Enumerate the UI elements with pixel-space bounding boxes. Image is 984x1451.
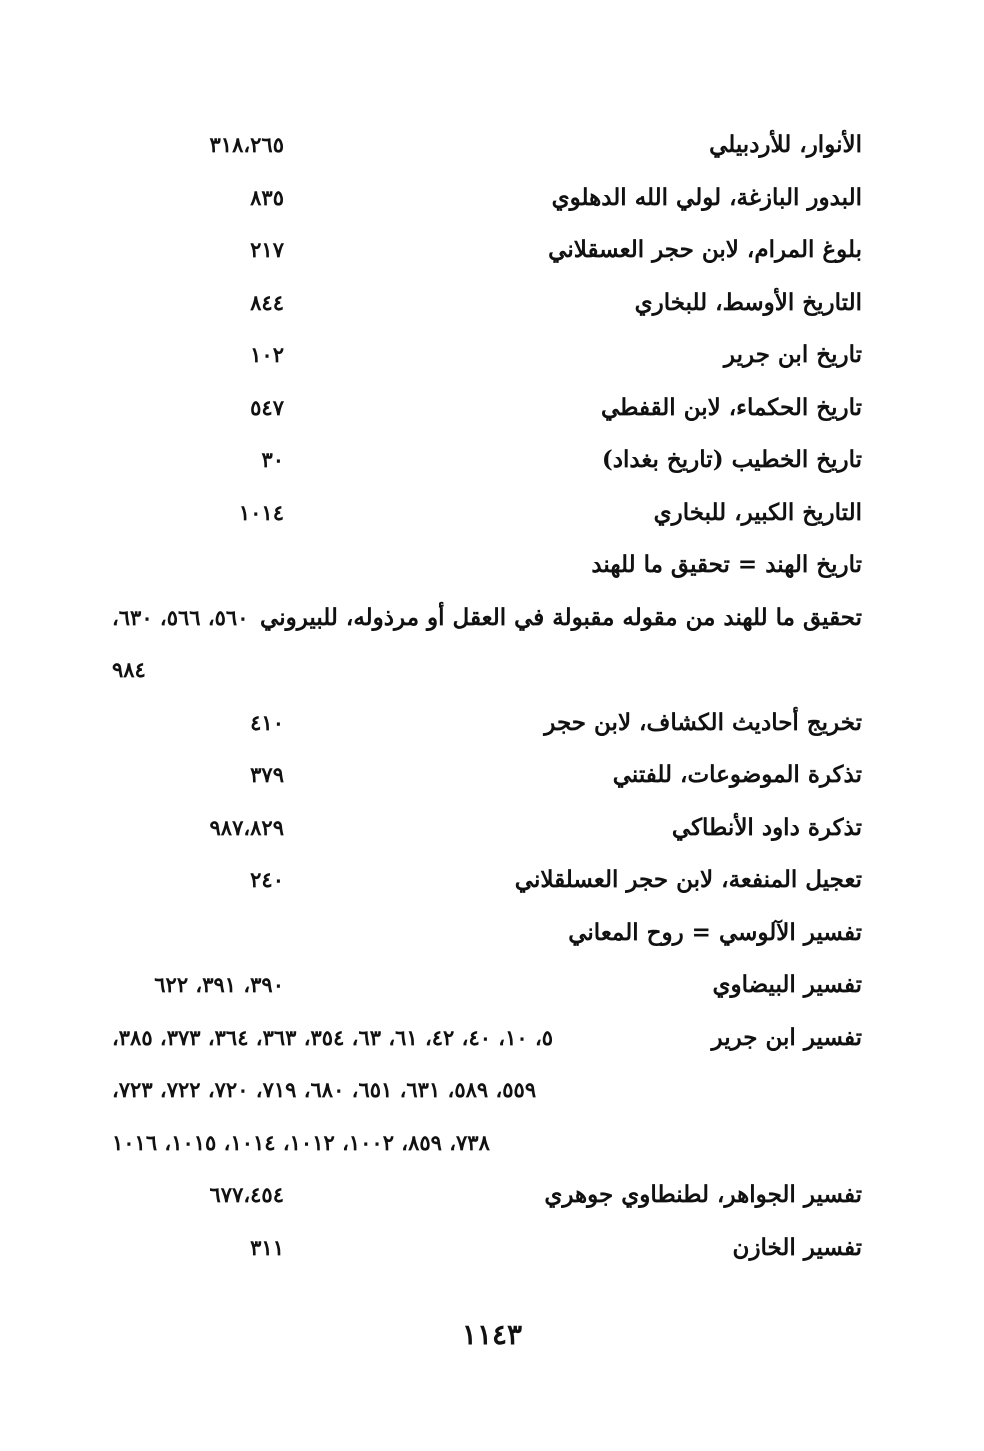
entry-pages: ٣١٨،٢٦٥ xyxy=(209,132,284,157)
index-entry xyxy=(0,330,984,383)
index-entry-continuation xyxy=(0,1065,984,1118)
index-entry xyxy=(0,278,984,331)
entry-pages: ٣٩٠، ٣٩١، ٦٢٢ xyxy=(154,972,284,997)
entry-title: تذكرة داود الأنطاكي xyxy=(671,813,862,841)
entry-title: تاريخ الخطيب (تاريخ بغداد) xyxy=(601,446,862,473)
entry-title: تاريخ الهند = تحقيق ما للهند xyxy=(591,551,862,578)
entry-pages: ٧٣٨، ٨٥٩، ١٠٠٢، ١٠١٢، ١٠١٤، ١٠١٥، ١٠١٦ xyxy=(112,1129,490,1155)
entry-pages: ٢٤٠ xyxy=(250,867,284,892)
index-entry xyxy=(0,750,984,803)
entry-pages: ٥، ١٠، ٤٠، ٤٢، ٦١، ٦٣، ٣٥٤، ٣٦٣، ٣٦٤، ٣٧٣، ٣٨٥، xyxy=(112,1024,554,1050)
entry-title: تاريخ الحكماء، لابن القفطي xyxy=(600,393,862,421)
index-entry-continuation xyxy=(0,1118,984,1171)
entry-title: تخريج أحاديث الكشاف، لابن حجر xyxy=(544,708,862,736)
entry-pages: ١٠٢ xyxy=(250,342,284,367)
entry-title: تفسير الآلوسي = روح المعاني xyxy=(568,918,862,946)
index-entry xyxy=(0,540,984,593)
index-entry xyxy=(0,488,984,541)
index-entry xyxy=(0,1013,984,1066)
entry-pages: ٨٣٥ xyxy=(250,184,284,210)
page-number: ١١٤٣ xyxy=(461,1318,523,1351)
entry-pages: ٩٨٧،٨٢٩ xyxy=(209,814,284,840)
index-entry xyxy=(0,1170,984,1223)
index-entry xyxy=(0,225,984,278)
index-entry xyxy=(0,593,984,646)
index-list xyxy=(0,120,984,1275)
entry-pages: ٥٥٩، ٥٨٩، ٦٣١، ٦٥١، ٦٨٠، ٧١٩، ٧٢٠، ٧٢٢، ٧٢٣، xyxy=(112,1077,537,1102)
entry-title: تحقيق ما للهند من مقوله مقبولة في العقل أو مرذوله، للبيروني xyxy=(260,603,862,631)
entry-title: تفسير البيضاوي xyxy=(712,971,862,998)
index-entry xyxy=(0,960,984,1013)
index-entry xyxy=(0,383,984,436)
entry-title: الأنوار، للأردبيلي xyxy=(709,131,862,158)
index-entry xyxy=(0,803,984,856)
index-entry xyxy=(0,435,984,488)
index-entry xyxy=(0,908,984,961)
entry-pages: ٣٧٩ xyxy=(250,762,284,787)
entry-pages: ٥٦٠، ٥٦٦، ٦٣٠، xyxy=(112,604,249,630)
index-entry xyxy=(0,120,984,173)
entry-title: تاريخ ابن جرير xyxy=(723,341,862,368)
entry-pages: ٣٠ xyxy=(261,447,284,472)
entry-pages: ٩٨٤ xyxy=(112,657,146,682)
entry-title: تفسير ابن جرير xyxy=(711,1023,862,1051)
entry-title: تعجيل المنفعة، لابن حجر العسلقلاني xyxy=(514,866,862,893)
index-entry xyxy=(0,1223,984,1276)
entry-pages: ٣١١ xyxy=(250,1234,284,1260)
index-entry xyxy=(0,173,984,226)
entry-pages: ٥٤٧ xyxy=(250,394,284,420)
entry-pages: ١٠١٤ xyxy=(238,499,284,525)
index-entry-continuation xyxy=(0,645,984,698)
entry-pages: ٤١٠ xyxy=(250,709,284,735)
entry-title: تفسير الخازن xyxy=(732,1233,862,1261)
entry-pages: ٦٧٧،٤٥٤ xyxy=(209,1182,284,1207)
entry-title: تذكرة الموضوعات، للفتني xyxy=(612,761,862,788)
entry-pages: ٢١٧ xyxy=(250,237,284,262)
entry-title: التاريخ الكبير، للبخاري xyxy=(653,498,862,526)
entry-title: بلوغ المرام، لابن حجر العسقلاني xyxy=(548,236,862,263)
index-entry xyxy=(0,855,984,908)
entry-title: البدور البازغة، لولي الله الدهلوي xyxy=(551,183,862,211)
entry-title: التاريخ الأوسط، للبخاري xyxy=(634,288,862,316)
index-entry xyxy=(0,698,984,751)
entry-pages: ٨٤٤ xyxy=(250,289,284,315)
entry-title: تفسير الجواهر، لطنطاوي جوهري xyxy=(544,1181,862,1208)
